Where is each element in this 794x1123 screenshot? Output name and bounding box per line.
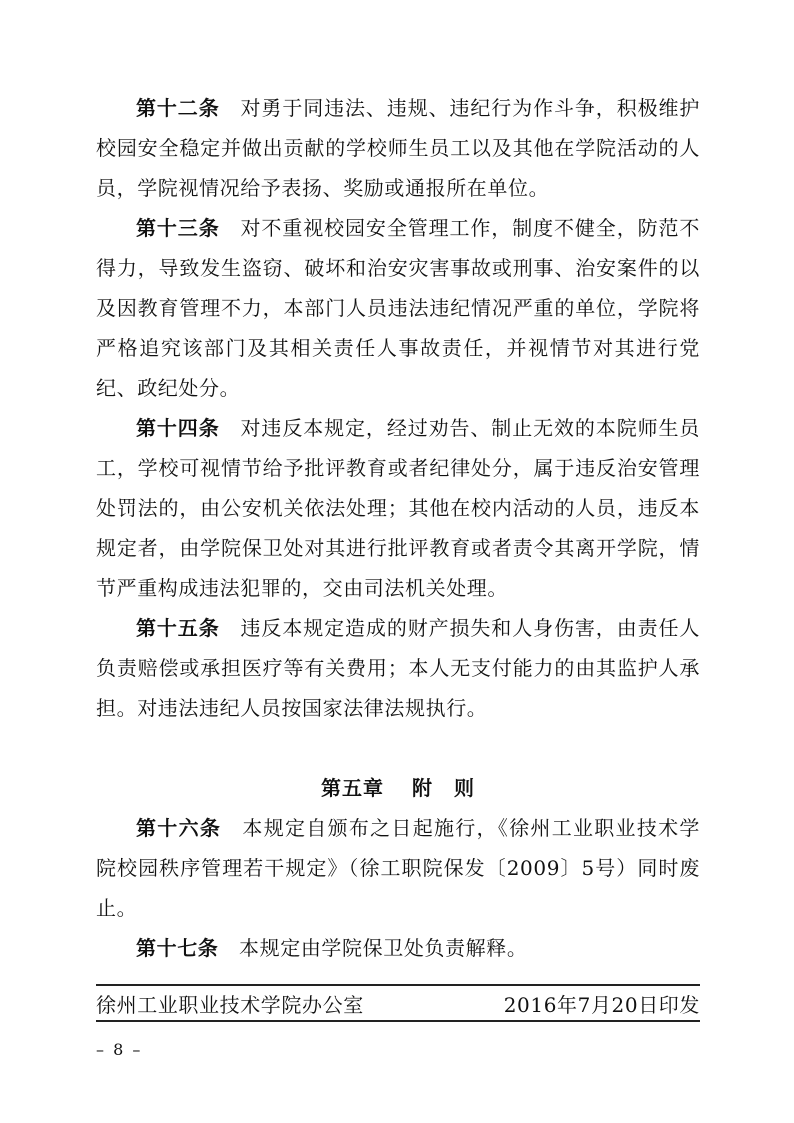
article-label: 第十二条 — [136, 96, 220, 120]
article-12 — [96, 88, 700, 208]
article-text: 本规定由学院保卫处负责解释。 — [239, 936, 528, 960]
article-text: 本规定自颁布之日起施行，《徐州工业职业技术学院校园秩序管理若干规定》（徐工职院保发〔2009〕5号）同时废止。 — [96, 816, 700, 920]
article-label: 第十七条 — [136, 936, 219, 960]
page-number: – 8 – — [96, 1040, 143, 1059]
chapter-title: 附 则 — [412, 776, 475, 800]
document-body — [96, 88, 700, 968]
chapter-number: 第五章 — [321, 776, 384, 800]
article-label: 第十四条 — [136, 416, 220, 440]
article-15 — [96, 608, 700, 728]
article-label: 第十三条 — [136, 216, 220, 240]
article-text: 对勇于同违法、违规、违纪行为作斗争，积极维护校园安全稳定并做出贡献的学校师生员工以及其他在学院活动的人员，学院视情况给予表扬、奖励或通报所在单位。 — [96, 96, 701, 200]
article-17 — [96, 928, 700, 968]
article-16 — [96, 808, 700, 928]
article-label: 第十五条 — [136, 616, 220, 640]
issue-date: 2016年7月20日印发 — [503, 992, 700, 1017]
article-text: 违反本规定造成的财产损失和人身伤害，由责任人负责赔偿或承担医疗等有关费用；本人无支付能力的由其监护人承担。对违法违纪人员按国家法律法规执行。 — [96, 616, 701, 720]
article-text: 对不重视校园安全管理工作，制度不健全，防范不得力，导致发生盗窃、破坏和治安灾害事故或刑事、治安案件的以及因教育管理不力，本部门人员违法违纪情况严重的单位，学院将严格追究该部门及其相关责任人事故责任，并视情节对其进行党纪、政纪处分。 — [96, 216, 701, 400]
article-14 — [96, 408, 700, 608]
section-gap — [96, 728, 700, 768]
article-label: 第十六条 — [136, 816, 222, 840]
article-13 — [96, 208, 700, 408]
issuance-footer — [96, 984, 700, 1022]
chapter-heading — [96, 768, 700, 808]
article-text: 对违反本规定，经过劝告、制止无效的本院师生员工，学校可视情节给予批评教育或者纪律处分，属于违反治安管理处罚法的，由公安机关依法处理；其他在校内活动的人员，违反本规定者，由学院保卫处对其进行批评教育或者责令其离开学院，情节严重构成违法犯罪的，交由司法机关处理。 — [96, 416, 701, 600]
issuer-name: 徐州工业职业技术学院办公室 — [96, 992, 364, 1017]
